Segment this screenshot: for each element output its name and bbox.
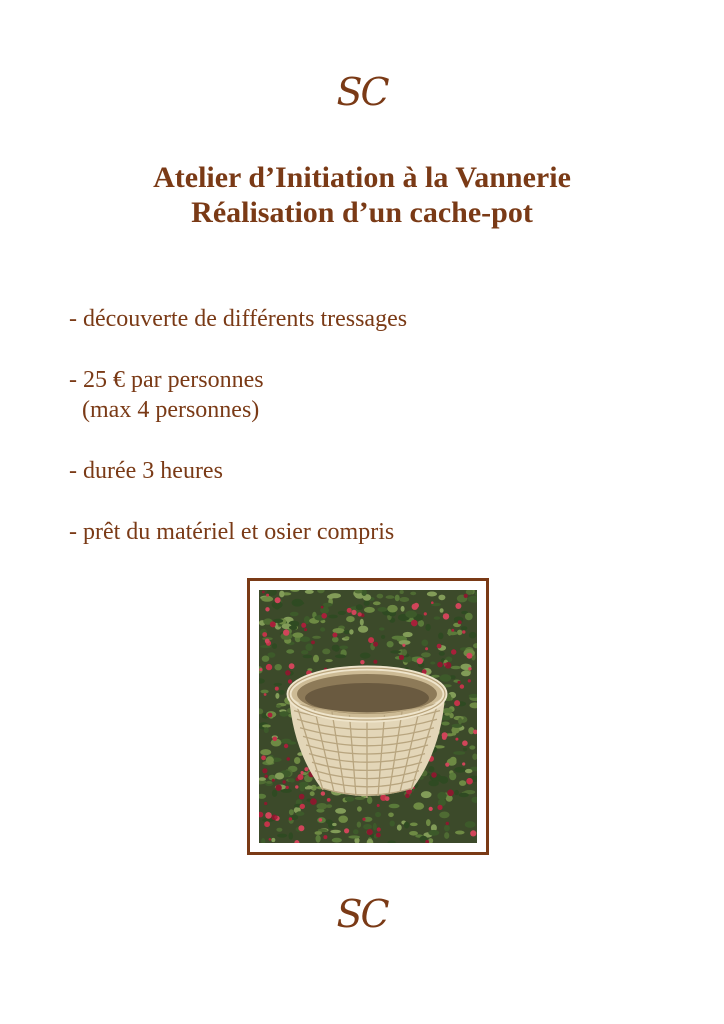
- list-item-materials: - prêt du matériel et osier compris: [69, 519, 395, 545]
- list-item-price-note: (max 4 personnes): [82, 397, 260, 423]
- list-item-duration: - durée 3 heures: [69, 458, 223, 484]
- photo-frame: [247, 578, 489, 855]
- list-item-braiding: - découverte de différents tressages: [69, 306, 408, 332]
- title-line-2: Réalisation d’un cache-pot: [191, 196, 533, 229]
- logo-monogram-top: SC: [336, 70, 388, 114]
- logo-monogram-bottom: SC: [336, 892, 388, 936]
- title-line-1: Atelier d’Initiation à la Vannerie: [153, 161, 571, 194]
- page-title: [0, 160, 724, 230]
- list-item-price: - 25 € par personnes: [69, 367, 264, 393]
- basket-photo: [259, 590, 477, 843]
